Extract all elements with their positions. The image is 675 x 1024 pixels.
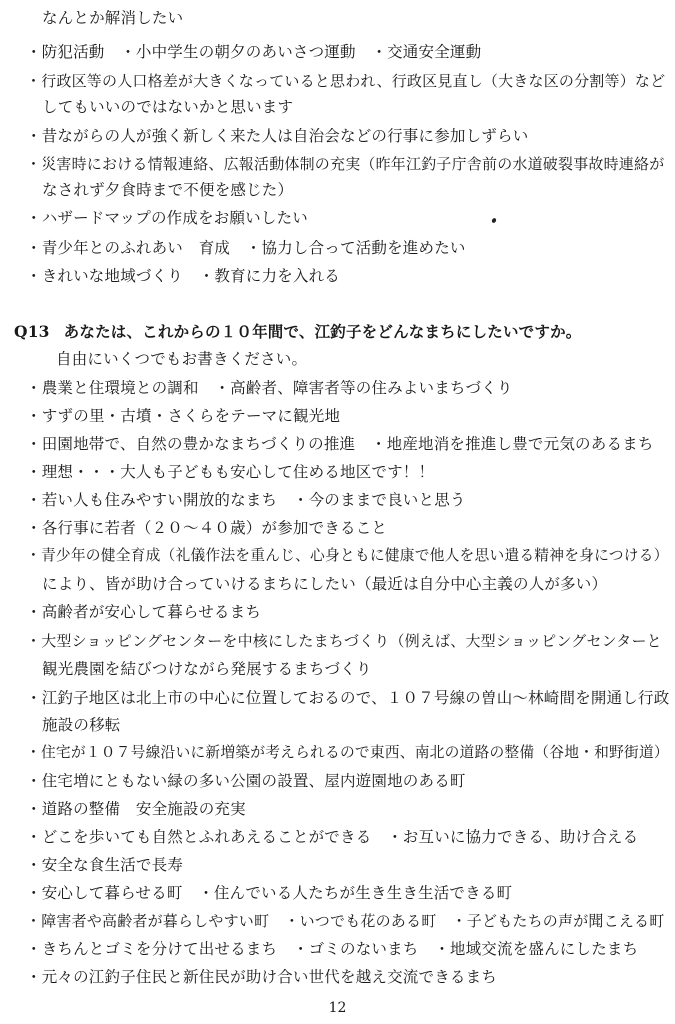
- list-item: ・住宅増にともない緑の多い公園の設置、屋内遊園地のある町: [26, 772, 466, 790]
- question-heading: [14, 322, 581, 342]
- list-item: なされず夕食時まで不便を感じた）: [42, 181, 294, 199]
- list-item: ・安心して暮らせる町 ・住んでいる人たちが生き生き生活できる町: [26, 884, 513, 902]
- scan-speck: [491, 217, 497, 223]
- list-item: ・高齢者が安心して暮らせるまち: [26, 603, 262, 621]
- list-item: ・若い人も住みやすい開放的なまち ・今のままで良いと思う: [26, 491, 466, 509]
- list-item: ・理想・・・大人も子どもも安心して住める地区です！！: [26, 463, 435, 481]
- list-item: ・青少年の健全育成（礼儀作法を重んじ、心身ともに健康で他人を思い遣る精神を身につける）: [26, 547, 669, 564]
- list-item: ・災害時における情報連絡、広報活動体制の充実（昨年江釣子庁舎前の水道破裂事故時連絡が: [26, 155, 665, 173]
- list-item: ・元々の江釣子住民と新住民が助け合い世代を越え交流できるまち: [26, 968, 498, 986]
- list-item: ・障害者や高齢者が暮らしやすい町 ・いつでも花のある町 ・子どもたちの声が聞こえる町: [26, 912, 665, 930]
- question-title: あなたは、これからの１０年間で、江釣子をどんなまちにしたいですか。: [63, 322, 582, 341]
- list-item: してもいいのではないかと思います: [42, 98, 294, 116]
- list-item: 観光農園を結びつけながら発展するまちづくり: [42, 660, 372, 678]
- list-item: ・道路の整備 安全施設の充実: [26, 800, 246, 818]
- list-item: ・すずの里・古墳・さくらをテーマに観光地: [26, 407, 341, 425]
- list-item: ・きれいな地域づくり ・教育に力を入れる: [26, 267, 341, 285]
- list-item: ・農業と住環境との調和 ・高齢者、障害者等の住みよいまちづくり: [26, 379, 513, 397]
- list-item: ・田園地帯で、自然の豊かなまちづくりの推進 ・地産地消を推進し豊で元気のあるまち: [26, 435, 654, 453]
- list-item: ・安全な食生活で長寿: [26, 856, 184, 874]
- list-item: なんとか解消したい: [42, 9, 184, 27]
- list-item: ・各行事に若者（２０～４０歳）が参加できること: [26, 519, 388, 537]
- list-item: 施設の移転: [42, 716, 121, 734]
- list-item: ・どこを歩いても自然とふれあえることができる ・お互いに協力できる、助け合える: [26, 828, 639, 846]
- list-item: ・きちんとゴミを分けて出せるまち ・ゴミのないまち ・地域交流を盛んにしたまち: [26, 940, 639, 958]
- question-subtitle: 自由にいくつでもお書きください。: [56, 350, 308, 368]
- list-item: ・防犯活動 ・小中学生の朝夕のあいさつ運動 ・交通安全運動: [26, 43, 482, 61]
- list-item: ・住宅が１０７号線沿いに新増築が考えられるので東西、南北の道路の整備（谷地・和野街道）: [26, 744, 669, 761]
- list-item: ・大型ショッピングセンターを中核にしたまちづくり（例えば、大型ショッピングセンターと: [26, 632, 662, 650]
- question-label: Q13: [14, 322, 50, 341]
- page-number: 12: [328, 1000, 347, 1016]
- list-item: ・行政区等の人口格差が大きくなっていると思われ、行政区見直し（大きな区の分割等）など: [26, 72, 666, 90]
- list-item: ・江釣子地区は北上市の中心に位置しておるので、１０７号線の曽山～林崎間を開通し行政: [26, 689, 670, 707]
- list-item: ・青少年とのふれあい 育成 ・協力し合って活動を進めたい: [26, 239, 466, 257]
- list-item: ・昔ながらの人が強く新しく来た人は自治会などの行事に参加しずらい: [26, 127, 529, 145]
- list-item: により、皆が助け合っていけるまちにしたい（最近は自分中心主義の人が多い）: [42, 575, 608, 593]
- list-item: ・ハザードマップの作成をお願いしたい: [26, 209, 308, 227]
